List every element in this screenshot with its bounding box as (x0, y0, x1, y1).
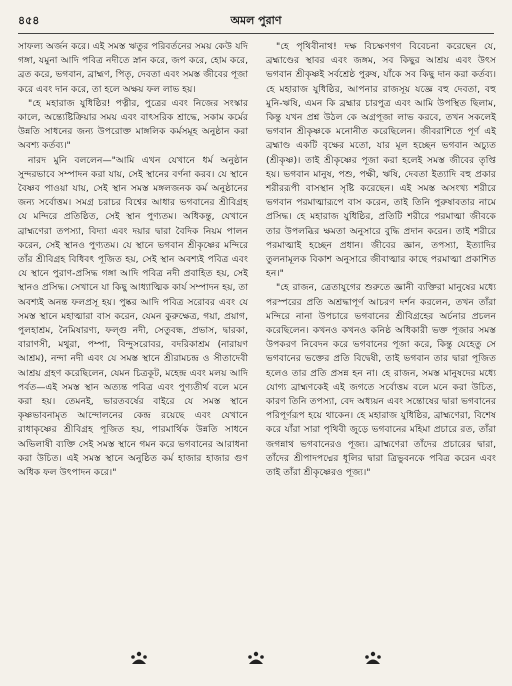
footer-ornament-icon (129, 651, 149, 665)
header-rule (18, 33, 494, 34)
page-header (18, 12, 494, 30)
paragraph: নারদ মুনি বললেন—"আমি এখন যেখানে ধর্ম অনুষ্ঠান সুন্দরভাবে সম্পাদন করা যায়, সেই স্থানের বর্ণনা করব। যে স্থানে বৈষ্ণব পাওয়া যায়, সেই স্থান সমস্ত মঙ্গলজনক কর্ম অনুষ্ঠানের জন্য সর্বোত্তম। সমগ্র চরাচর বিশ্বের আধার ভগবানের শ্রীবিগ্রহ যে মন্দিরে প্রতিষ্ঠিত, সেই স্থান পুণ্যতম। অধিকন্তু, যেখানে ব্রাহ্মণেরা তপস্যা, বিদ্যা এবং দয়ার দ্বারা বৈদিক নিয়ম পালন করেন, সেই স্থানও পুণ্যতম। যে স্থানে ভগবান শ্রীকৃষ্ণের মন্দিরে তাঁর শ্রীবিগ্রহ বিধিবৎ পূজিত হয়, সেই স্থান অবশ্যই পবিত্র এবং যে স্থানে পুরাণ-প্রসিদ্ধ গঙ্গা আদি পবিত্র নদী প্রবাহিত হয়, সেই স্থানও প্রসিদ্ধ। সেখানে যা কিছু আধ্যাত্মিক কার্য সম্পাদন হয়, তা অবশ্যই অনন্ত ফলপ্রসূ হয়। পুষ্কর আদি পবিত্র সরোবর এবং যে সমস্ত স্থানে মহাত্মারা বাস করেন, যেমন কুরুক্ষেত্র, গয়া, প্রয়াগ, পুলহাশ্রম, নৈমিষারণ্য, ফল্গু নদী, সেতুবন্ধ, প্রভাস, দ্বারকা, বারাণসী, মথুরা, পম্পা, বিন্দুসরোবর, বদরিকাশ্রম (নারায়ণ আশ্রম), নন্দা নদী এবং যে সমস্ত স্থানে শ্রীরামচন্দ্র ও সীতাদেবী আশ্রয় গ্রহণ করেছিলেন, যেমন চিত্রকূট, মহেন্দ্র এবং মলয় আদি পর্বত—এই সমস্ত স্থান অত্যন্ত পবিত্র এবং পুণ্যতীর্থ বলে মনে করা হয়। তেমনই, ভারতবর্ষের বাইরে যে সমস্ত স্থানে কৃষ্ণভাবনামৃত আন্দোলনের কেন্দ্র রয়েছে এবং যেখানে রাধাকৃষ্ণের শ্রীবিগ্রহ পূজিত হয়, পারমার্থিক উন্নতি সাধনে অভিলাষী ব্যক্তি সেই সমস্ত স্থানে গমন করে ভগবানের আরাধনা করা উচিত। এই সমস্ত স্থানে অনুষ্ঠিত কর্ম হাজার হাজার গুণ অধিক ফল উৎপাদন করে।" (18, 154, 248, 479)
left-column (18, 40, 248, 480)
right-column (266, 40, 496, 480)
paragraph: সাফল্য অর্জন করে। এই সমস্ত ঋতুর পরিবর্তনের সময় কেউ যদি গঙ্গা, যমুনা আদি পবিত্র নদীতে স্নান করে, জপ করে, হোম করে, ব্রত করে, ভগবান, ব্রাহ্মণ, পিতৃ, দেবতা এবং সমস্ত জীবের পূজা করে এবং দান করে, তা হলে অক্ষয় ফল লাভ হয়। (18, 41, 248, 95)
footer-ornaments (0, 650, 512, 670)
paragraph: "হে পৃথিবীনাথ! দক্ষ বিচক্ষণগণ বিবেচনা করেছেন যে, ব্রহ্মাণ্ডের স্থাবর এবং জঙ্গম, সব কিছুর আশ্রয় এবং উৎস ভগবান শ্রীকৃষ্ণই সর্বশ্রেষ্ঠ পুরুষ, যাঁকে সব কিছু দান করা কর্তব্য। হে মহারাজ যুধিষ্ঠির, আপনার রাজসূয় যজ্ঞে বহু দেবতা, বহু মুনি-ঋষি, এমন কি ব্রহ্মার চারপুত্র এবং আমি উপস্থিত ছিলাম, কিন্তু যখন প্রশ্ন উঠল কে অগ্রপূজা লাভ করবে, তখন সকলেই ভগবান শ্রীকৃষ্ণকে মনোনীত করেছিলেন। জীবরাশিতে পূর্ণ এই ব্রহ্মাণ্ড একটি বৃক্ষের মতো, যার মূল হচ্ছেন ভগবান অচ্যুত (শ্রীকৃষ্ণ)। তাই শ্রীকৃষ্ণের পূজা করা হলেই সমস্ত জীবের তৃপ্তি হয়। ভগবান মানুষ, পশু, পক্ষী, ঋষি, দেবতা ইত্যাদি বহু প্রকার শরীররূপী বাসস্থান সৃষ্টি করেছেন। এই সমস্ত অসংখ্য শরীরে ভগবান পরমাত্মারূপে বাস করেন, তাই তিনি পুরুষাবতার নামে প্রসিদ্ধ। হে মহারাজ যুধিষ্ঠির, প্রতিটি শরীরে পরমাত্মা জীবকে তার উপলব্ধির ক্ষমতা অনুসারে বুদ্ধি প্রদান করেন। তাই শরীরে পরমাত্মাই হচ্ছেন প্রধান। জীবের জ্ঞান, তপস্যা, ইত্যাদির তুলনামূলক বিকাশ অনুসারে জীবাত্মার কাছে পরমাত্মা প্রকাশিত হন।" (266, 41, 496, 280)
page-number: ৪৫৪ (18, 14, 40, 27)
paragraph: "হে মহারাজ যুধিষ্ঠির! পত্নীর, পুত্রের এবং নিজের সংস্কার কালে, অন্ত্যেষ্টিক্রিয়ার সময় এবং বাৎসরিক শ্রাদ্ধে, সকাম কর্মের উন্নতি সাধনের জন্য উপরোক্ত মাঙ্গলিক কর্মসমূহ অনুষ্ঠান করা অবশ্য কর্তব্য।" (18, 97, 248, 152)
running-title: অমল পুরাণ (230, 14, 282, 27)
footer-ornament-icon (246, 651, 266, 665)
footer-ornament-icon (363, 651, 383, 665)
paragraph: "হে রাজন, ত্রেতাযুগের শুরুতে জ্ঞানী ব্যক্তিরা মানুষের মধ্যে পরস্পরের প্রতি অশ্রদ্ধাপূর্ণ আচরণ দর্শন করলেন, তখন তাঁরা মন্দিরে নানা উপচারে ভগবানের শ্রীবিগ্রহের অর্চনার প্রচলন করেছিলেন। কখনও কখনও কনিষ্ঠ অধিকারী ভক্ত পূজার সমস্ত উপকরণ নিবেদন করে ভগবানের পূজা করে, কিন্তু যেহেতু সে ভগবানের ভক্তের প্রতি বিদ্বেষী, তাই ভগবান তার দ্বারা পূজিত হলেও তার প্রতি প্রসন্ন হন না। হে রাজন, সমস্ত মানুষদের মধ্যে যোগ্য ব্রাহ্মণকেই এই জগতে সর্বোত্তম বলে মনে করা উচিত, কারণ তিনি তপস্যা, বেদ অধ্যয়ন এবং সন্তোষের দ্বারা ভগবানের পরিপূর্ণরূপ হয়ে থাকেন। হে মহারাজ যুধিষ্ঠির, ব্রাহ্মণেরা, বিশেষ করে যাঁরা সারা পৃথিবী জুড়ে ভগবানের মহিমা প্রচারে রত, তাঁরা জগন্নাথ ভগবানেরও পূজ্য। ব্রাহ্মণেরা তাঁদের প্রচারের দ্বারা, তাঁদের শ্রীপাদপদ্মের ধূলির দ্বারা ত্রিভুবনকে পবিত্র করেন এবং তাই তাঁরা শ্রীকৃষ্ণেরও পূজ্য।" (266, 282, 496, 479)
